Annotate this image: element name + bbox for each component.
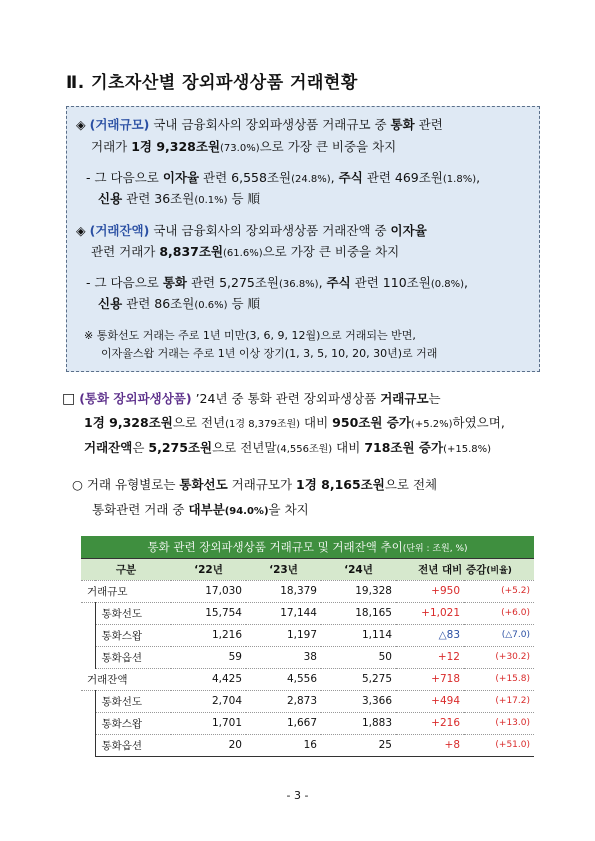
cell-change: +494 (396, 690, 464, 712)
cell-2024: 18,165 (321, 602, 396, 624)
box-para2-line1: ◈ (거래잔액) 국내 금융회사의 장외파생상품 거래잔액 중 이자율 (76, 223, 427, 238)
cell-2022: 2,704 (171, 690, 246, 712)
cell-2024: 1,883 (321, 712, 396, 734)
table-title: 통화 관련 장외파생상품 거래규모 및 거래잔액 추이 (147, 539, 403, 554)
cell-change: +216 (396, 712, 464, 734)
header-2023: ‘23년 (246, 558, 321, 580)
row-label: 통화선도 (95, 690, 171, 712)
cell-2024: 3,366 (321, 690, 396, 712)
header-change: 전년 대비 증감(비율) (396, 558, 534, 580)
page-number: - 3 - (286, 789, 309, 802)
cell-2023: 4,556 (246, 668, 321, 690)
cell-change: +8 (396, 734, 464, 756)
cell-2024: 19,328 (321, 580, 396, 602)
row-label: 거래규모 (81, 580, 171, 602)
box-para1-sub-line2: 신용 관련 36조원(0.1%) 등 順 (98, 191, 261, 206)
cell-change-pct: (+13.0) (464, 712, 534, 734)
section-title: Ⅱ. 기초자산별 장외파생상품 거래현황 (66, 73, 358, 93)
box-para2-line2: 관련 거래가 8,837조원(61.6%)으로 가장 큰 비중을 차지 (91, 244, 400, 259)
cell-2022: 59 (171, 646, 246, 668)
row-label: 거래잔액 (81, 668, 171, 690)
diamond-bullet-icon: ◈ (76, 223, 86, 238)
header-category: 구분 (81, 558, 171, 580)
cell-2022: 20 (171, 734, 246, 756)
table-row (81, 624, 534, 646)
cell-2022: 17,030 (171, 580, 246, 602)
cell-change-pct: (+5.2) (464, 580, 534, 602)
cell-2023: 1,667 (246, 712, 321, 734)
box-para1-line2: 거래가 1경 9,328조원(73.0%)으로 가장 큰 비중을 차지 (91, 139, 397, 154)
box-para2-sub-line2: 신용 관련 86조원(0.6%) 등 順 (98, 296, 261, 311)
tag-trade-volume: (거래규모) (89, 117, 150, 132)
table-row (81, 734, 534, 756)
cell-change-pct: (+6.0) (464, 602, 534, 624)
header-2024: ‘24년 (321, 558, 396, 580)
row-label: 통화스왑 (95, 712, 171, 734)
table-row (81, 668, 534, 690)
tag-trade-balance: (거래잔액) (89, 223, 150, 238)
cell-2023: 38 (246, 646, 321, 668)
para1-line2: 1경 9,328조원으로 전년(1경 8,379조원) 대비 950조원 증가(+5.2%)하였으며, (84, 415, 505, 430)
tag-currency-otc: (통화 장외파생상품) (79, 391, 192, 406)
box-note-line1: ※ 통화선도 거래는 주로 1년 미만(3, 6, 9, 12월)으로 거래되는 반면, (84, 329, 416, 342)
cell-2022: 15,754 (171, 602, 246, 624)
indent-cell (81, 690, 95, 712)
indent-cell (81, 602, 95, 624)
cell-change: +718 (396, 668, 464, 690)
cell-2024: 50 (321, 646, 396, 668)
cell-change: △83 (396, 624, 464, 646)
table-row (81, 580, 534, 602)
table-header-row (81, 558, 534, 580)
table-row (81, 712, 534, 734)
row-label: 통화옵션 (95, 646, 171, 668)
cell-2023: 17,144 (246, 602, 321, 624)
box-para1-sub-line1: - 그 다음으로 이자율 관련 6,558조원(24.8%), 주식 관련 469조원(1.8%), (86, 170, 481, 185)
cell-2023: 1,197 (246, 624, 321, 646)
box-para2-sub-line1: - 그 다음으로 통화 관련 5,275조원(36.8%), 주식 관련 110조원(0.8%), (86, 275, 469, 290)
cell-change-pct: (+51.0) (464, 734, 534, 756)
cell-2023: 16 (246, 734, 321, 756)
para1-line3: 거래잔액은 5,275조원으로 전년말(4,556조원) 대비 718조원 증가(+15.8%) (84, 440, 492, 455)
table-row (81, 646, 534, 668)
cell-2024: 25 (321, 734, 396, 756)
para1-line1: □ (통화 장외파생상품) ’24년 중 통화 관련 장외파생상품 거래규모는 (62, 391, 441, 407)
box-para1-line1: ◈ (거래규모) 국내 금융회사의 장외파생상품 거래규모 중 통화 관련 (76, 117, 443, 132)
box-note-line2: 이자율스왑 거래는 주로 1년 이상 장기(1, 3, 5, 10, 20, 30년)로 거래 (101, 347, 438, 360)
table-row (81, 602, 534, 624)
cell-change-pct: (△7.0) (464, 624, 534, 646)
header-2022: ‘22년 (171, 558, 246, 580)
indent-cell (81, 734, 95, 756)
row-label: 통화선도 (95, 602, 171, 624)
cell-change-pct: (+17.2) (464, 690, 534, 712)
table-unit: (단위 : 조원, %) (402, 543, 468, 554)
cell-2024: 5,275 (321, 668, 396, 690)
cell-change: +12 (396, 646, 464, 668)
table-row (81, 690, 534, 712)
cell-2022: 4,425 (171, 668, 246, 690)
table-title-row (81, 536, 534, 558)
cell-change: +1,021 (396, 602, 464, 624)
row-label: 통화옵션 (95, 734, 171, 756)
para2-line1: ○ 거래 유형별로는 통화선도 거래규모가 1경 8,165조원으로 전체 (72, 477, 438, 492)
cell-change-pct: (+15.8) (464, 668, 534, 690)
para2-line2: 통화관련 거래 중 대부분(94.0%)을 차지 (92, 502, 309, 517)
square-bullet-icon: □ (62, 391, 76, 407)
cell-2024: 1,114 (321, 624, 396, 646)
currency-otc-table (81, 536, 534, 757)
cell-2022: 1,216 (171, 624, 246, 646)
row-label: 통화스왑 (95, 624, 171, 646)
indent-cell (81, 624, 95, 646)
indent-cell (81, 712, 95, 734)
cell-2022: 1,701 (171, 712, 246, 734)
cell-change-pct: (+30.2) (464, 646, 534, 668)
indent-cell (81, 646, 95, 668)
cell-2023: 18,379 (246, 580, 321, 602)
cell-2023: 2,873 (246, 690, 321, 712)
diamond-bullet-icon: ◈ (76, 117, 86, 132)
circle-bullet-icon: ○ (72, 477, 83, 492)
cell-change: +950 (396, 580, 464, 602)
